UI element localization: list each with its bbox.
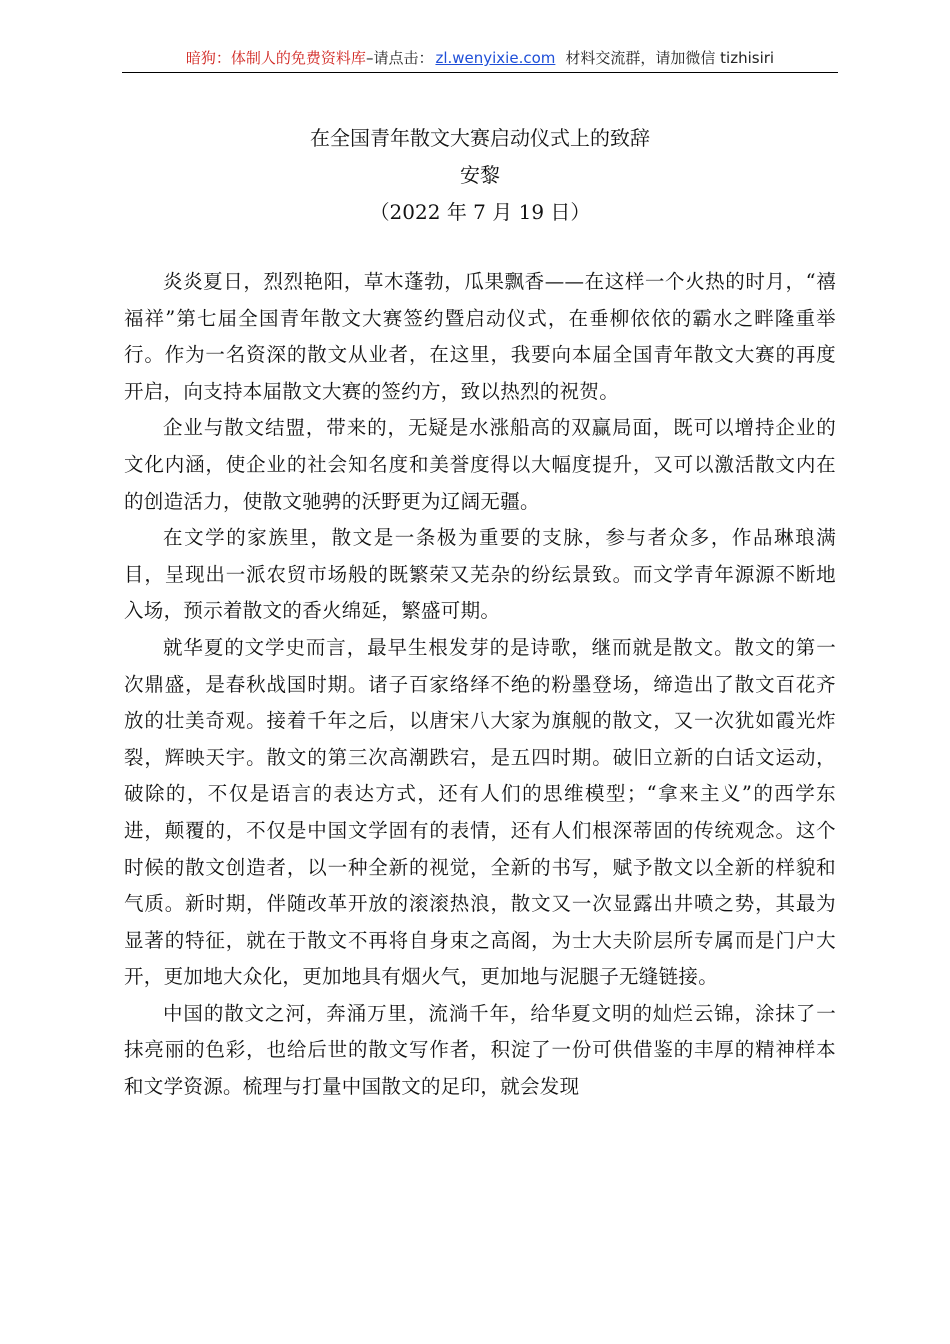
paragraph: 在文学的家族里，散文是一条极为重要的支脉，参与者众多，作品琳琅满目，呈现出一派农贸市场般的既繁荣又芜杂的纷纭景致。而文学青年源源不断地入场，预示着散文的香火绵延，繁盛可期。	[124, 526, 836, 623]
paragraph: 炎炎夏日，烈烈艳阳，草木蓬勃，瓜果飘香——在这样一个火热的时月，“禧福祥”第七届全国青年散文大赛签约暨启动仪式，在垂柳依依的霸水之畔隆重举行。作为一名资深的散文从业者，在这里，我要向本届全国青年散文大赛的再度开启，向支持本届散文大赛的签约方，致以热烈的祝贺。	[124, 270, 836, 403]
document-author: 安黎	[460, 163, 500, 187]
document-date: （2022 年 7 月 19 日）	[369, 200, 591, 224]
document-title: 在全国青年散文大赛启动仪式上的致辞	[310, 126, 650, 150]
page-header	[122, 44, 838, 73]
document-heading	[122, 120, 838, 231]
header-brand: 暗狗：体制人的免费资料库	[185, 49, 366, 67]
header-note: 材料交流群，请加微信 tizhisiri	[565, 49, 775, 67]
paragraph: 企业与散文结盟，带来的，无疑是水涨船高的双赢局面，既可以增持企业的文化内涵，使企业的社会知名度和美誉度得以大幅度提升，又可以激活散文内在的创造活力，使散文驰骋的沃野更为辽阔无疆。	[124, 416, 836, 513]
paragraph: 就华夏的文学史而言，最早生根发芽的是诗歌，继而就是散文。散文的第一次鼎盛，是春秋战国时期。诸子百家络绎不绝的粉墨登场，缔造出了散文百花齐放的壮美奇观。接着千年之后，以唐宋八大家为旗舰的散文，又一次犹如霞光炸裂，辉映天宇。散文的第三次高潮跌宕，是五四时期。破旧立新的白话文运动，破除的，不仅是语言的表达方式，还有人们的思维模型；“拿来主义”的西学东进，颠覆的，不仅是中国文学固有的表情，还有人们根深蒂固的传统观念。这个时候的散文创造者，以一种全新的视觉，全新的书写，赋予散文以全新的样貌和气质。新时期，伴随改革开放的滚滚热浪，散文又一次显露出井喷之势，其最为显著的特征，就在于散文不再将自身束之高阁，为士大夫阶层所专属而是门户大开，更加地大众化，更加地具有烟火气，更加地与泥腿子无缝链接。	[124, 635, 836, 989]
header-link[interactable]: zl.wenyixie.com	[435, 49, 556, 67]
document-body	[124, 264, 836, 1106]
header-prompt: –请点击：	[365, 49, 434, 67]
paragraph: 中国的散文之河，奔涌万里，流淌千年，给华夏文明的灿烂云锦，涂抹了一抹亮丽的色彩，也给后世的散文写作者，积淀了一份可供借鉴的丰厚的精神样本和文学资源。梳理与打量中国散文的足印，就会发现	[124, 1001, 836, 1099]
